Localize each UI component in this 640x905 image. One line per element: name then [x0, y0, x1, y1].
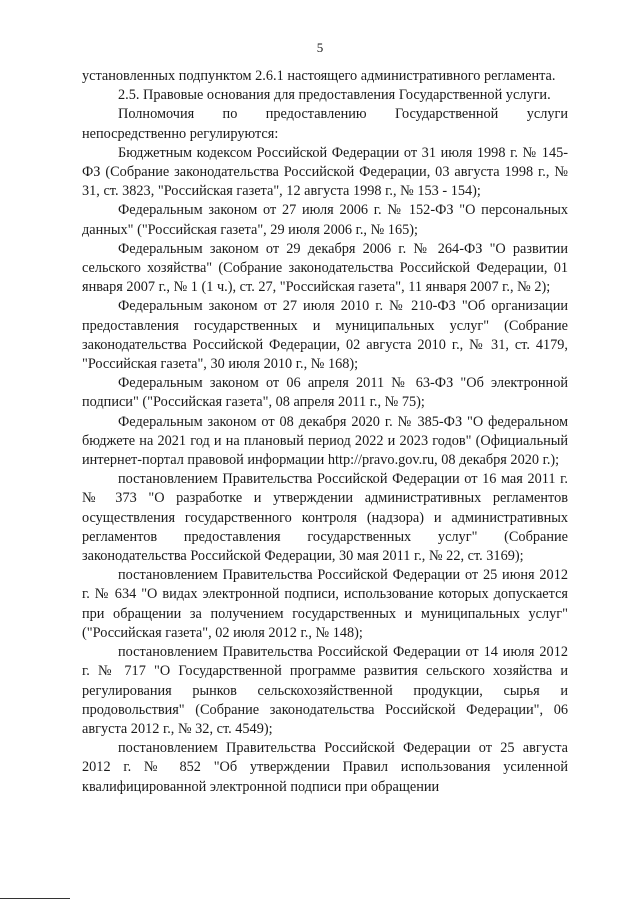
- paragraph: Федеральным законом от 27 июля 2010 г. № 210-ФЗ "Об организации предоставления государственных и муниципальных услуг" (Собрание законодательства Российской Федерации, 02 августа 2010 г., № 31, ст. 4179, "Российская газета", 30 июля 2010 г., № 168);: [82, 298, 568, 373]
- paragraph: Бюджетным кодексом Российской Федерации от 31 июля 1998 г. № 145-ФЗ (Собрание законодательства Российской Федерации, 03 августа 1998 г., № 31, ст. 3823, "Российская газета", 12 августа 1998 г., № 153 - 154);: [82, 144, 568, 200]
- paragraph: Федеральным законом от 08 декабря 2020 г. № 385-ФЗ "О федеральном бюджете на 2021 год и на плановый период 2022 и 2023 годов" (Официальный интернет-портал правовой информации http://pravo.gov.ru, 08 декабря 2020 г.);: [82, 413, 568, 469]
- footnote-separator: [0, 898, 70, 899]
- paragraph: установленных подпунктом 2.6.1 настоящего административного регламента.: [82, 68, 556, 84]
- paragraph: Федеральным законом от 29 декабря 2006 г. № 264-ФЗ "О развитии сельского хозяйства" (Собрание законодательства Российской Федерации, 01 января 2007 г., № 1 (1 ч.), ст. 27, "Российская газета", 11 января 2007 г., № 2);: [82, 240, 568, 296]
- paragraph: Федеральным законом от 06 апреля 2011 № 63-ФЗ "Об электронной подписи" ("Российская газета", 08 апреля 2011 г., № 75);: [82, 375, 568, 411]
- page-number: 5: [316, 40, 324, 55]
- document-body: [82, 67, 568, 797]
- paragraph: постановлением Правительства Российской Федерации от 25 августа 2012 г. № 852 "Об утверждении Правил использования усиленной квалифицированной электронной подписи при обращении: [82, 740, 568, 795]
- section-heading: 2.5. Правовые основания для предоставления Государственной услуги.: [118, 87, 551, 104]
- paragraph: постановлением Правительства Российской Федерации от 14 июля 2012 г. № 717 "О Государственной программе развития сельского хозяйства и регулирования рынков сельскохозяйственной продукции, сырья и продовольствия" (Собрание законодательства Российской Федерации", 06 августа 2012 г., № 32, ст. 4549);: [82, 644, 568, 737]
- paragraph: Федеральным законом от 27 июля 2006 г. № 152-ФЗ "О персональных данных" ("Российская газета", 29 июля 2006 г., № 165);: [82, 202, 568, 238]
- paragraph: Полномочия по предоставлению Государственной услуги непосредственно регулируются:: [82, 106, 568, 142]
- paragraph: постановлением Правительства Российской Федерации от 16 мая 2011 г. № 373 "О разработке и утверждении административных регламентов осуществления государственного контроля (надзора) и административных регламентов предоставления государственных услуг" (Собрание законодательства Российской Федерации, 30 мая 2011 г., № 22, ст. 3169);: [82, 471, 568, 565]
- paragraph: постановлением Правительства Российской Федерации от 25 июня 2012 г. № 634 "О видах электронной подписи, использование которых допускается при обращении за получением государственных и муниципальных услуг" ("Российская газета", 02 июля 2012 г., № 148);: [82, 567, 568, 641]
